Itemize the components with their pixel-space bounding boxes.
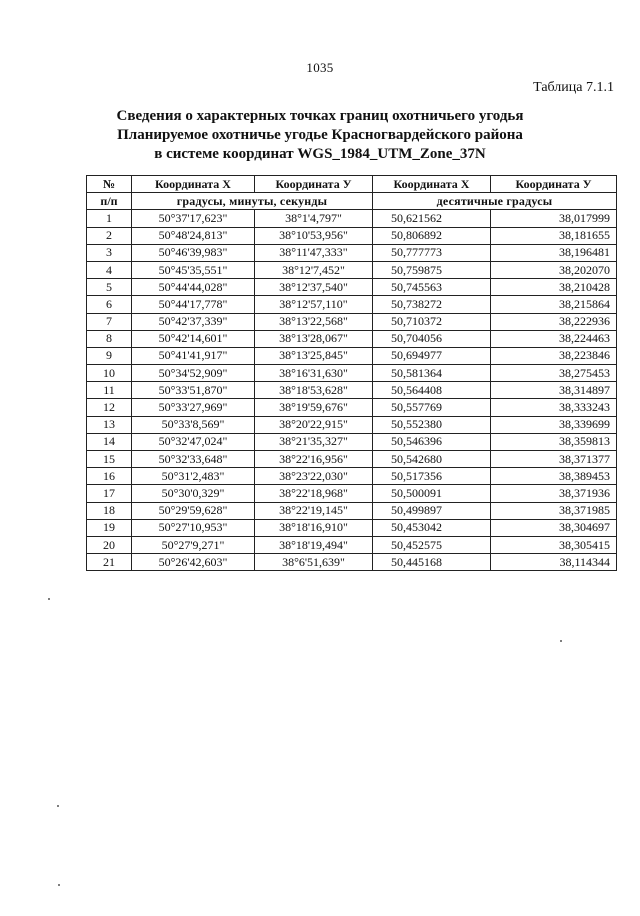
coord-x-dms-cell: 50°26'42,603" xyxy=(132,554,255,571)
coord-x-decimal-cell: 50,500091 xyxy=(373,485,491,502)
coord-y-decimal-cell: 38,202070 xyxy=(491,261,617,278)
table-row xyxy=(87,210,617,227)
scan-speck xyxy=(48,598,50,600)
coord-x-dms-cell: 50°44'17,778" xyxy=(132,296,255,313)
table-row xyxy=(87,451,617,468)
coord-y-dms-cell: 38°22'16,956" xyxy=(255,451,373,468)
table-row xyxy=(87,536,617,553)
coord-y-dms-cell: 38°13'28,067" xyxy=(255,330,373,347)
coord-y-dms-cell: 38°22'18,968" xyxy=(255,485,373,502)
coord-y-decimal-cell: 38,223846 xyxy=(491,347,617,364)
coord-y-decimal-cell: 38,314897 xyxy=(491,382,617,399)
table-row xyxy=(87,347,617,364)
table-subheader-row xyxy=(87,193,617,210)
header-coord-y: Координата У xyxy=(255,176,373,193)
point-number-cell: 11 xyxy=(87,382,132,399)
coord-x-decimal-cell: 50,546396 xyxy=(373,433,491,450)
coord-y-dms-cell: 38°22'19,145" xyxy=(255,502,373,519)
coord-x-decimal-cell: 50,745563 xyxy=(373,279,491,296)
coord-x-dms-cell: 50°32'47,024" xyxy=(132,433,255,450)
coord-y-decimal-cell: 38,181655 xyxy=(491,227,617,244)
coord-x-decimal-cell: 50,453042 xyxy=(373,519,491,536)
coord-x-decimal-cell: 50,621562 xyxy=(373,210,491,227)
point-number-cell: 21 xyxy=(87,554,132,571)
table-row xyxy=(87,433,617,450)
coord-x-dms-cell: 50°37'17,623" xyxy=(132,210,255,227)
coord-x-decimal-cell: 50,759875 xyxy=(373,261,491,278)
coord-y-dms-cell: 38°13'25,845" xyxy=(255,347,373,364)
table-label: Таблица 7.1.1 xyxy=(533,80,614,95)
header-coord-x: Координата X xyxy=(132,176,255,193)
point-number-cell: 20 xyxy=(87,536,132,553)
table-row xyxy=(87,365,617,382)
table-row xyxy=(87,554,617,571)
coord-x-decimal-cell: 50,777773 xyxy=(373,244,491,261)
coord-x-decimal-cell: 50,517356 xyxy=(373,468,491,485)
coord-y-decimal-cell: 38,210428 xyxy=(491,279,617,296)
coord-x-decimal-cell: 50,499897 xyxy=(373,502,491,519)
coord-x-dms-cell: 50°42'37,339" xyxy=(132,313,255,330)
coord-y-dms-cell: 38°18'19,494" xyxy=(255,536,373,553)
table-row xyxy=(87,227,617,244)
coord-x-dms-cell: 50°27'10,953" xyxy=(132,519,255,536)
point-number-cell: 6 xyxy=(87,296,132,313)
coord-x-dms-cell: 50°33'51,870" xyxy=(132,382,255,399)
table-row xyxy=(87,244,617,261)
coord-x-dms-cell: 50°27'9,271" xyxy=(132,536,255,553)
coord-x-dms-cell: 50°33'8,569" xyxy=(132,416,255,433)
header-dms-group: градусы, минуты, секунды xyxy=(132,193,373,210)
coord-y-decimal-cell: 38,222936 xyxy=(491,313,617,330)
point-number-cell: 10 xyxy=(87,365,132,382)
coord-y-dms-cell: 38°12'7,452" xyxy=(255,261,373,278)
coord-x-dms-cell: 50°44'44,028" xyxy=(132,279,255,296)
scan-speck xyxy=(560,640,562,642)
point-number-cell: 14 xyxy=(87,433,132,450)
coord-y-dms-cell: 38°12'37,540" xyxy=(255,279,373,296)
table-header-row xyxy=(87,176,617,193)
coord-y-dms-cell: 38°6'51,639" xyxy=(255,554,373,571)
coord-y-decimal-cell: 38,304697 xyxy=(491,519,617,536)
coord-y-dms-cell: 38°11'47,333" xyxy=(255,244,373,261)
coord-y-decimal-cell: 38,359813 xyxy=(491,433,617,450)
coord-y-dms-cell: 38°12'57,110" xyxy=(255,296,373,313)
coord-x-decimal-cell: 50,542680 xyxy=(373,451,491,468)
coord-y-dms-cell: 38°18'16,910" xyxy=(255,519,373,536)
title-line-2: Планируемое охотничье угодье Красногвардейского района xyxy=(117,127,523,143)
point-number-cell: 15 xyxy=(87,451,132,468)
coord-x-dms-cell: 50°45'35,551" xyxy=(132,261,255,278)
table-row xyxy=(87,261,617,278)
coord-y-decimal-cell: 38,196481 xyxy=(491,244,617,261)
table-body xyxy=(87,210,617,571)
coord-x-decimal-cell: 50,564408 xyxy=(373,382,491,399)
coord-x-dms-cell: 50°41'41,917" xyxy=(132,347,255,364)
coord-y-dms-cell: 38°16'31,630" xyxy=(255,365,373,382)
point-number-cell: 4 xyxy=(87,261,132,278)
point-number-cell: 18 xyxy=(87,502,132,519)
scan-speck xyxy=(58,884,60,886)
coord-y-dms-cell: 38°10'53,956" xyxy=(255,227,373,244)
coord-y-decimal-cell: 38,333243 xyxy=(491,399,617,416)
coord-y-decimal-cell: 38,339699 xyxy=(491,416,617,433)
point-number-cell: 13 xyxy=(87,416,132,433)
coord-y-decimal-cell: 38,224463 xyxy=(491,330,617,347)
coord-x-decimal-cell: 50,710372 xyxy=(373,313,491,330)
coord-y-decimal-cell: 38,215864 xyxy=(491,296,617,313)
point-number-cell: 9 xyxy=(87,347,132,364)
point-number-cell: 2 xyxy=(87,227,132,244)
coordinates-table xyxy=(86,175,617,571)
coord-y-dms-cell: 38°18'53,628" xyxy=(255,382,373,399)
page-number: 1035 xyxy=(306,60,334,75)
table-row xyxy=(87,416,617,433)
coord-y-decimal-cell: 38,275453 xyxy=(491,365,617,382)
coord-y-decimal-cell: 38,017999 xyxy=(491,210,617,227)
coord-x-dms-cell: 50°33'27,969" xyxy=(132,399,255,416)
header-decimal-coord-x: Координата X xyxy=(373,176,491,193)
point-number-cell: 7 xyxy=(87,313,132,330)
coord-y-decimal-cell: 38,389453 xyxy=(491,468,617,485)
table-row xyxy=(87,485,617,502)
coord-y-decimal-cell: 38,114344 xyxy=(491,554,617,571)
table-row xyxy=(87,313,617,330)
coord-y-decimal-cell: 38,305415 xyxy=(491,536,617,553)
coord-x-dms-cell: 50°32'33,648" xyxy=(132,451,255,468)
point-number-cell: 5 xyxy=(87,279,132,296)
coord-x-dms-cell: 50°31'2,483" xyxy=(132,468,255,485)
point-number-cell: 19 xyxy=(87,519,132,536)
coord-x-decimal-cell: 50,552380 xyxy=(373,416,491,433)
coord-x-dms-cell: 50°34'52,909" xyxy=(132,365,255,382)
coord-x-dms-cell: 50°29'59,628" xyxy=(132,502,255,519)
coord-x-decimal-cell: 50,557769 xyxy=(373,399,491,416)
coord-y-dms-cell: 38°19'59,676" xyxy=(255,399,373,416)
table-row xyxy=(87,330,617,347)
title-line-1: Сведения о характерных точках границ охотничьего угодья xyxy=(116,108,524,124)
coord-y-decimal-cell: 38,371377 xyxy=(491,451,617,468)
table-row xyxy=(87,399,617,416)
title-line-3: в системе координат WGS_1984_UTM_Zone_37N xyxy=(154,146,486,162)
coord-x-decimal-cell: 50,738272 xyxy=(373,296,491,313)
point-number-cell: 3 xyxy=(87,244,132,261)
table-row xyxy=(87,519,617,536)
table-row xyxy=(87,502,617,519)
header-num: № xyxy=(87,176,132,193)
point-number-cell: 8 xyxy=(87,330,132,347)
coord-x-decimal-cell: 50,581364 xyxy=(373,365,491,382)
scan-speck xyxy=(57,805,59,807)
coord-x-decimal-cell: 50,452575 xyxy=(373,536,491,553)
coord-x-decimal-cell: 50,704056 xyxy=(373,330,491,347)
header-num-sub: п/п xyxy=(87,193,132,210)
table-row xyxy=(87,279,617,296)
coord-x-dms-cell: 50°46'39,983" xyxy=(132,244,255,261)
header-decimal-group: десятичные градусы xyxy=(373,193,617,210)
header-decimal-coord-y: Координата У xyxy=(491,176,617,193)
point-number-cell: 17 xyxy=(87,485,132,502)
point-number-cell: 1 xyxy=(87,210,132,227)
document-title xyxy=(0,107,640,164)
coord-x-decimal-cell: 50,694977 xyxy=(373,347,491,364)
coord-y-decimal-cell: 38,371985 xyxy=(491,502,617,519)
coord-y-decimal-cell: 38,371936 xyxy=(491,485,617,502)
coord-y-dms-cell: 38°21'35,327" xyxy=(255,433,373,450)
coord-x-dms-cell: 50°48'24,813" xyxy=(132,227,255,244)
coord-x-decimal-cell: 50,445168 xyxy=(373,554,491,571)
coord-y-dms-cell: 38°13'22,568" xyxy=(255,313,373,330)
coord-x-dms-cell: 50°30'0,329" xyxy=(132,485,255,502)
table-row xyxy=(87,382,617,399)
coord-x-decimal-cell: 50,806892 xyxy=(373,227,491,244)
coord-y-dms-cell: 38°20'22,915" xyxy=(255,416,373,433)
coord-y-dms-cell: 38°1'4,797" xyxy=(255,210,373,227)
point-number-cell: 12 xyxy=(87,399,132,416)
coord-y-dms-cell: 38°23'22,030" xyxy=(255,468,373,485)
table-row xyxy=(87,468,617,485)
point-number-cell: 16 xyxy=(87,468,132,485)
coord-x-dms-cell: 50°42'14,601" xyxy=(132,330,255,347)
table-row xyxy=(87,296,617,313)
